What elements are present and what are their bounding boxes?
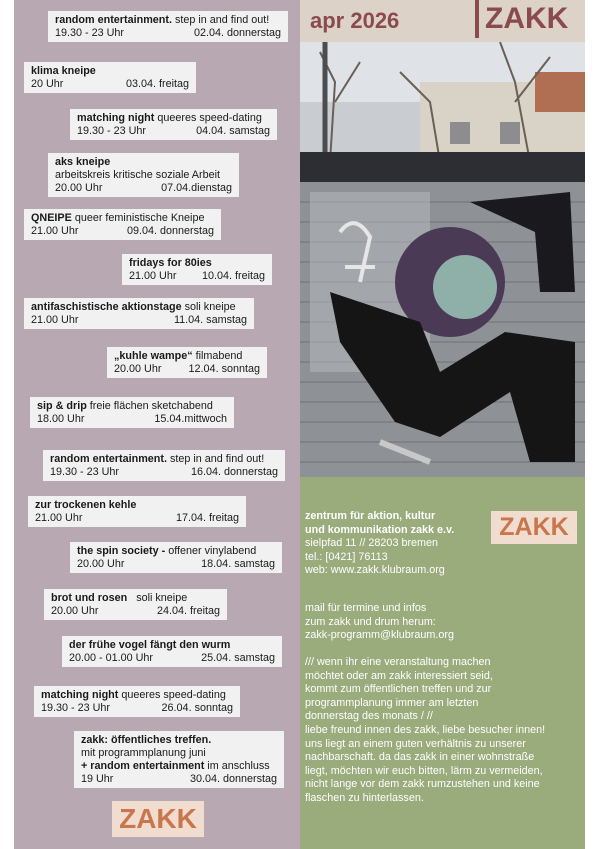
event-card <box>44 589 227 620</box>
event-title: zur trockenen kehle <box>35 499 137 511</box>
event-description: arbeitskreis kritische soziale Arbeit <box>55 169 221 181</box>
event-time: 18.00 Uhr <box>37 413 85 425</box>
event-subtitle: step in and find out! <box>174 14 270 26</box>
phone: tel.: [0421] 76113 <box>305 550 388 563</box>
event-card <box>48 11 288 42</box>
event-extra: im anschluss <box>207 760 270 772</box>
event-date: 25.04. samstag <box>201 652 275 664</box>
info-line: flaschen zu hinterlassen. <box>305 791 424 804</box>
event-card <box>122 254 272 285</box>
event-subtitle: queer feministische Kneipe <box>74 212 205 224</box>
event-extra-bold: + random entertainment <box>81 760 205 772</box>
info-line: nicht lange vor dem zakk rumzustehen und keine <box>305 778 540 791</box>
event-title: random entertainment. <box>50 453 167 465</box>
event-card <box>74 731 284 788</box>
event-title: QNEIPE <box>31 212 72 224</box>
event-title: sip & drip <box>37 400 87 412</box>
event-title: zakk: öffentliches treffen. <box>81 734 212 746</box>
event-title: the spin society - <box>77 545 166 557</box>
event-subtitle: freie flächen sketchabend <box>89 400 213 412</box>
org-name-line2: und kommunikation zakk e.v. <box>305 523 455 536</box>
event-date: 16.04. donnerstag <box>190 466 278 478</box>
info-line: liegt, möchten wir euch bitten, lärm zu vermeiden, <box>305 764 543 777</box>
event-title: klima kneipe <box>31 65 96 77</box>
event-date: 18.04. samstag <box>201 558 275 570</box>
event-card <box>30 397 234 428</box>
org-name-line1: zentrum für aktion, kultur <box>305 510 436 522</box>
event-time: 21.00 Uhr <box>35 512 83 524</box>
info-line: kommt zum öffentlichen treffen und zur <box>305 683 492 696</box>
event-date: 07.04.dienstag <box>161 182 232 194</box>
event-card <box>24 62 196 93</box>
contact-block <box>305 510 454 578</box>
info-line: donnerstag des monats / // <box>305 710 433 723</box>
graffiti-wall-image <box>300 42 585 477</box>
event-date: 10.04. freitag <box>201 270 265 282</box>
event-time: 20.00 Uhr <box>51 605 99 617</box>
event-title: der frühe vogel fängt den wurm <box>69 639 231 651</box>
event-subtitle: queeres speed-dating <box>121 689 226 701</box>
event-title: „kuhle wampe“ <box>114 350 193 362</box>
event-time: 19.30 - 23 Uhr <box>55 27 125 39</box>
event-title: antifaschistische aktionstage <box>31 301 182 313</box>
logo-text: ZAKK <box>485 2 569 35</box>
event-time: 20.00 - 01.00 Uhr <box>69 652 154 664</box>
event-date: 04.04. samstag <box>196 125 270 137</box>
event-date: 03.04. freitag <box>125 78 189 90</box>
website-link[interactable]: web: www.zakk.klubraum.org <box>305 564 445 577</box>
event-time: 19.30 - 23 Uhr <box>50 466 120 478</box>
zakk-logo-top <box>475 0 585 38</box>
event-time: 21.00 Uhr <box>129 270 177 282</box>
event-time: 19 Uhr <box>81 773 114 785</box>
event-title: aks kneipe <box>55 156 111 168</box>
event-date: 30.04. donnerstag <box>189 773 277 785</box>
event-card <box>62 636 282 667</box>
event-time: 19.30 - 23 Uhr <box>41 702 111 714</box>
info-line: /// wenn ihr eine veranstaltung machen <box>305 656 491 668</box>
event-card <box>48 153 239 197</box>
event-date: 12.04. sonntag <box>188 363 260 375</box>
mail-block <box>305 602 454 643</box>
zakk-logo-green: ZAKK <box>491 511 577 544</box>
event-date: 11.04. samstag <box>173 314 247 326</box>
event-subtitle: offener vinylabend <box>168 545 257 557</box>
event-card <box>24 298 254 329</box>
event-card <box>107 347 267 378</box>
event-card <box>28 496 246 527</box>
mail-line1: mail für termine und infos <box>305 602 427 614</box>
event-time: 20.00 Uhr <box>55 182 103 194</box>
event-time: 20 Uhr <box>31 78 64 90</box>
event-title: matching night <box>41 689 119 701</box>
event-title: brot und rosen <box>51 592 128 604</box>
event-title: random entertainment. <box>55 14 172 26</box>
logo-bar <box>475 0 479 38</box>
event-card <box>70 109 277 140</box>
zakk-logo-bottom: ZAKK <box>112 801 204 837</box>
event-date: 15.04.mittwoch <box>154 413 227 425</box>
event-subtitle: step in and find out! <box>169 453 265 465</box>
mail-line2: zum zakk und drum herum: <box>305 615 436 628</box>
event-subtitle: queeres speed-dating <box>157 112 262 124</box>
event-card <box>34 686 240 717</box>
event-card <box>70 542 282 573</box>
email-link[interactable]: zakk-programm@klubraum.org <box>305 629 454 642</box>
event-subtitle: soli kneipe <box>184 301 236 313</box>
info-line: uns liegt an einem guten verhältnis zu unserer <box>305 737 526 750</box>
event-time: 19.30 - 23 Uhr <box>77 125 147 137</box>
event-title: fridays for 80ies <box>129 257 212 269</box>
info-line: liebe freund innen des zakk, liebe besucher innen! <box>305 723 546 736</box>
event-time: 20.00 Uhr <box>77 558 125 570</box>
event-date: 26.04. sonntag <box>161 702 233 714</box>
event-date: 17.04. freitag <box>175 512 239 524</box>
graffiti-photo <box>300 42 585 477</box>
event-time: 20.00 Uhr <box>114 363 162 375</box>
event-card <box>43 450 285 481</box>
event-description: mit programmplanung juni <box>81 747 206 759</box>
event-card <box>24 209 221 240</box>
event-time: 21.00 Uhr <box>31 225 79 237</box>
info-line: programmplanung immer am letzten <box>305 696 479 709</box>
event-date: 02.04. donnerstag <box>193 27 281 39</box>
event-title: matching night <box>77 112 155 124</box>
info-text-block <box>305 656 545 806</box>
event-date: 09.04. donnerstag <box>126 225 214 237</box>
event-subtitle: soli kneipe <box>136 592 188 604</box>
event-time: 21.00 Uhr <box>31 314 79 326</box>
month-title: apr 2026 <box>310 8 400 33</box>
event-subtitle: filmabend <box>195 350 243 362</box>
info-line: nachbarschaft. da das zakk in einer wohnstraße <box>305 751 535 764</box>
address: sielpfad 11 // 28203 bremen <box>305 537 439 550</box>
event-date: 24.04. freitag <box>156 605 220 617</box>
info-line: möchtet oder am zakk interessiert seid, <box>305 669 493 682</box>
